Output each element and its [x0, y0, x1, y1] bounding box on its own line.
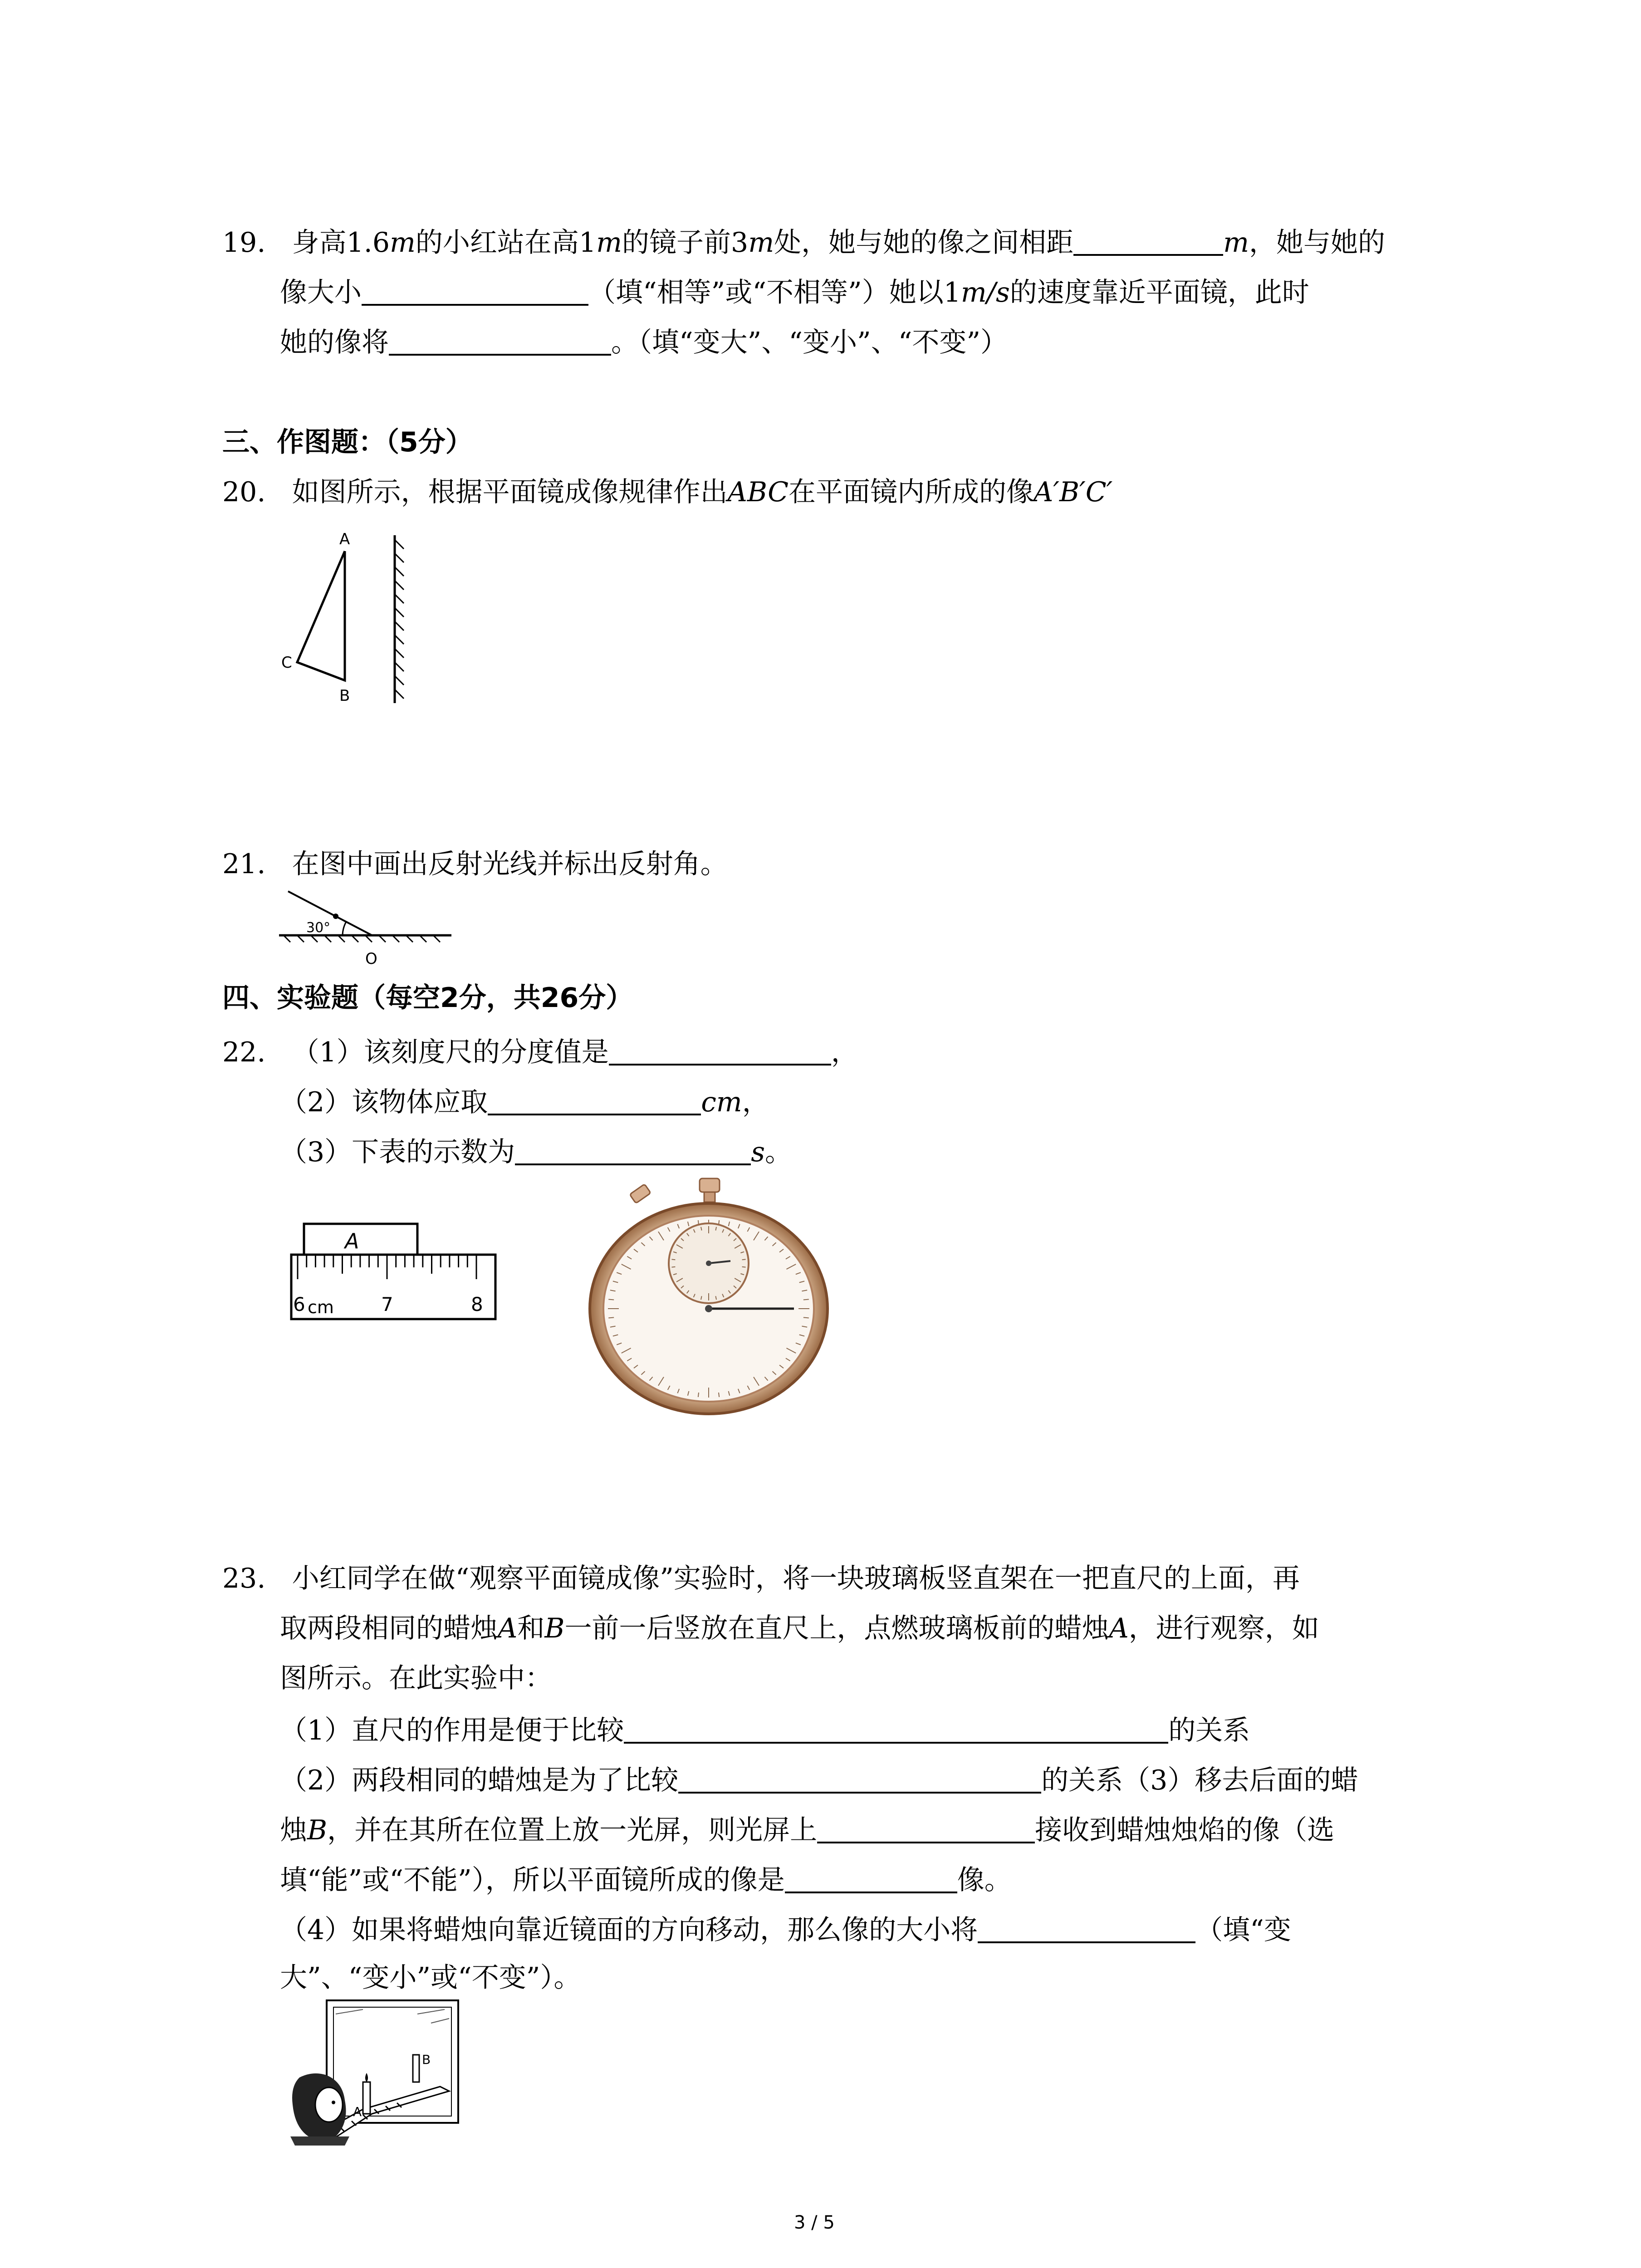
q22-number: 22.: [222, 1036, 266, 1068]
answer-blank[interactable]: [1073, 227, 1223, 256]
candle-a-label: A: [353, 2104, 362, 2119]
section-title: 三、作图题：（5分）: [222, 426, 473, 458]
stopwatch-figure: [581, 1175, 835, 1420]
tick-mark: [803, 1317, 809, 1318]
object-block-a: [304, 1224, 417, 1255]
crown-button: [700, 1178, 720, 1192]
answer-blank[interactable]: [624, 1715, 1168, 1744]
angle-arc: [343, 922, 346, 935]
candle-b-label: B: [422, 2052, 431, 2067]
q21-prompt: 21. 在图中画出反射光线并标出反射角。: [222, 848, 728, 880]
triangle-mirror-figure: [268, 526, 422, 717]
q23-line2: 取两段相同的蜡烛A和B一前一后竖放在直尺上，点燃玻璃板前的蜡烛A，进行观察，如: [280, 1613, 1319, 1644]
page-number: 3 / 5: [794, 2212, 835, 2233]
ray-arrow-dot: [333, 914, 338, 919]
ruler-label-8: 8: [471, 1293, 483, 1315]
section-title: 四、实验题（每空2分，共26分）: [222, 982, 633, 1014]
answer-blank[interactable]: [678, 1765, 1041, 1794]
label-a: A: [339, 530, 350, 548]
ruler-label-7: 7: [381, 1293, 393, 1315]
q23-line8: （4）如果将蜡烛向靠近镜面的方向移动，那么像的大小将 （填“变: [280, 1914, 1291, 1946]
side-button: [630, 1184, 651, 1203]
reflection-figure: [274, 885, 465, 975]
q23-line9: 大”、“变小”或“不变”）。: [280, 1962, 581, 1994]
triangle-abc: [297, 551, 345, 680]
q22-line3: （3）下表的示数为 s。: [280, 1136, 792, 1168]
answer-blank[interactable]: [515, 1136, 751, 1165]
answer-blank[interactable]: [978, 1914, 1195, 1943]
angle-label: 30°: [306, 920, 331, 936]
point-o-label: O: [365, 950, 377, 968]
q20-prompt: 20. 如图所示，根据平面镜成像规律作出ABC在平面镜内所成的像A′B′C′: [222, 476, 1113, 508]
candle-a: [363, 2082, 370, 2114]
q23-line4: （1）直尺的作用是便于比较 的关系: [280, 1715, 1250, 1746]
q22-line1: 22. （1）该刻度尺的分度值是 ，: [222, 1036, 858, 1068]
ruler-figure: [286, 1220, 504, 1334]
ruler-label-6: 6: [293, 1293, 305, 1315]
tick-mark: [742, 1259, 746, 1260]
q19-number: 19.: [222, 227, 266, 259]
q19-line1: 19. 身高1.6m的小红站在高1m的镜子前3m处，她与她的像之间相距 m，她与她的: [222, 227, 1385, 259]
q22-line2: （2）该物体应取 cm，: [280, 1086, 769, 1118]
q23-line7: 填“能”或“不能”），所以平面镜所成的像是 像。: [280, 1864, 1012, 1896]
answer-blank[interactable]: [609, 1036, 831, 1066]
answer-blank[interactable]: [362, 277, 588, 306]
tick-mark: [608, 1317, 614, 1318]
mirror-hatching: [395, 540, 404, 699]
q19-line2: 像大小 （填“相等”或“不相等”）她以1m/s的速度靠近平面镜，此时: [280, 277, 1309, 308]
candle-mirror-figure: [281, 1996, 463, 2146]
q20-number: 20.: [222, 476, 266, 508]
q19-line3: 她的像将 。（填“变大”、“变小”、“不变”）: [280, 327, 1008, 358]
q23-line3: 图所示。在此实验中：: [280, 1662, 552, 1694]
tick-mark: [671, 1259, 675, 1260]
answer-blank[interactable]: [785, 1864, 957, 1893]
object-label: A: [345, 1229, 359, 1253]
hand-pivot: [705, 1305, 712, 1312]
answer-blank[interactable]: [389, 327, 611, 356]
q23-line1: 23. 小红同学在做“观察平面镜成像”实验时，将一块玻璃板竖直架在一把直尺的上面，再: [222, 1563, 1300, 1594]
label-c: C: [281, 654, 292, 672]
q23-line6: 烛B，并在其所在位置上放一光屏，则光屏上 接收到蜡烛烛焰的像（选: [280, 1814, 1335, 1846]
q23-line5: （2）两段相同的蜡烛是为了比较 的关系（3）移去后面的蜡: [280, 1765, 1358, 1796]
tick-mark: [698, 1393, 699, 1397]
answer-blank[interactable]: [488, 1086, 701, 1115]
q23-number: 23.: [222, 1563, 266, 1594]
label-b: B: [339, 687, 350, 705]
answer-blank[interactable]: [817, 1814, 1035, 1843]
ruler-unit: cm: [308, 1297, 334, 1317]
crown-stem: [704, 1192, 715, 1202]
candle-b: [413, 2055, 419, 2082]
sub-dial-pivot: [706, 1261, 711, 1266]
q21-number: 21.: [222, 848, 266, 880]
